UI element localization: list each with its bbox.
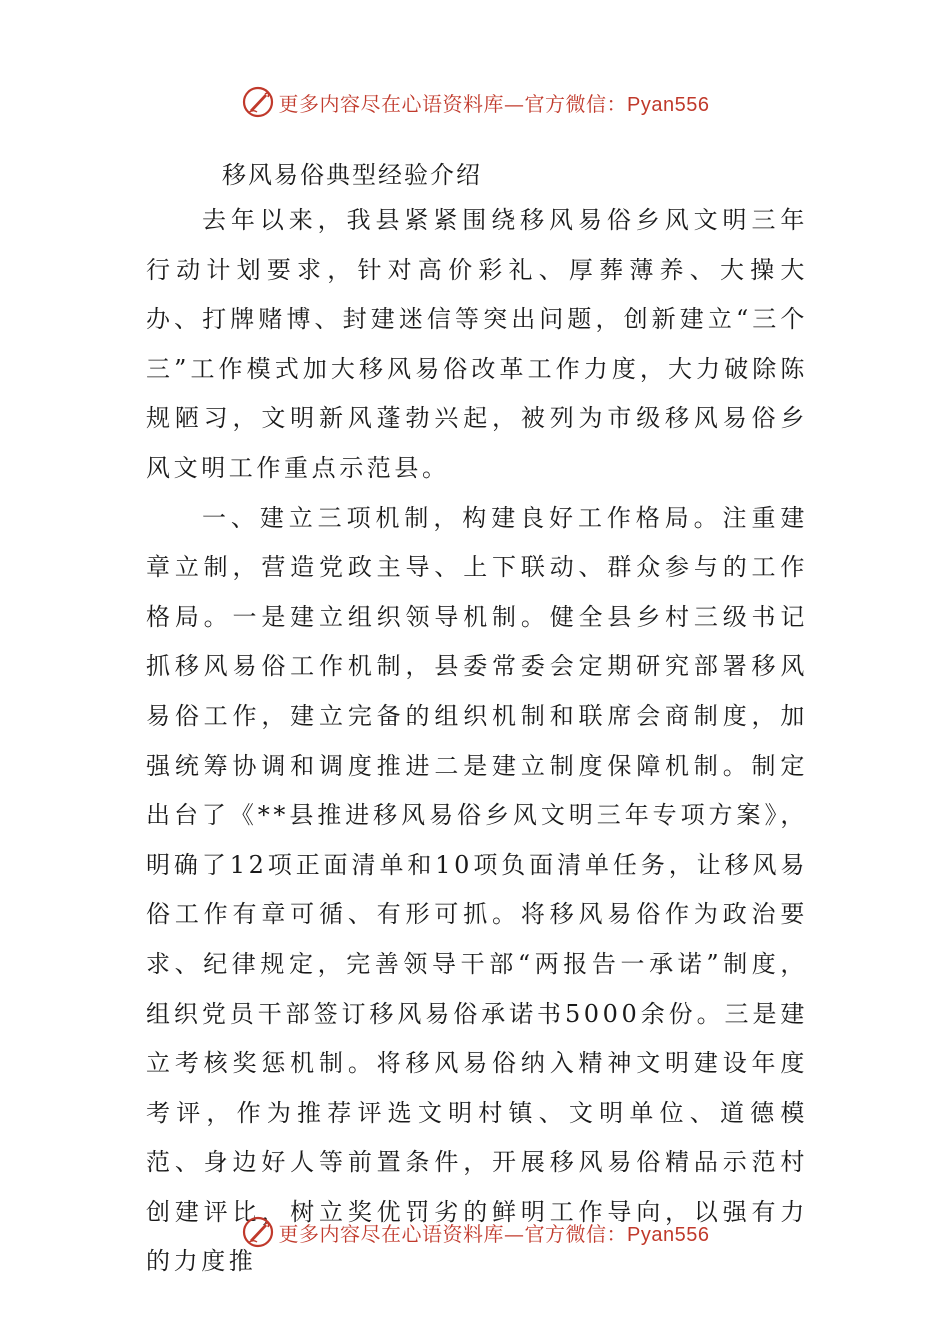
watermark-sub: —官方微信： [504,1221,628,1246]
watermark-id: Pyan556 [627,1223,710,1246]
watermark-sub: —官方微信： [504,91,628,116]
watermark-main: 更多内容尽在心语资料库 [278,91,505,116]
document-body [146,196,808,1287]
watermark-banner-bottom [0,1212,950,1252]
paragraph-intro: 去年以来，我县紧紧围绕移风易俗乡风文明三年行动计划要求，针对高价彩礼、厚葬薄养、大操大办、打牌赌博、封建迷信等突出问题，创新建立“三个三”工作模式加大移风易俗改革工作力度，大力破除陈规陋习，文明新风蓬勃兴起，被列为市级移风易俗乡风文明工作重点示范县。 [146,206,808,482]
paragraph-section-one: 一、建立三项机制，构建良好工作格局。注重建章立制，营造党政主导、上下联动、群众参与的工作格局。一是建立组织领导机制。健全县乡村三级书记抓移风易俗工作机制，县委常委会定期研究部署移风易俗工作，建立完备的组织机制和联席会商制度，加强统筹协调和调度推进二是建立制度保障机制。制定出台了《**县推进移风易俗乡风文明三年专项方案》，明确了12项正面清单和10项负面清单任务，让移风易俗工作有章可循、有形可抓。将移风易俗作为政治要求、纪律规定，完善领导干部“两报告一承诺”制度，组织党员干部签订移风易俗承诺书5000余份。三是建立考核奖惩机制。将移风易俗纳入精神文明建设年度考评，作为推荐评选文明村镇、文明单位、道德模范、身边好人等前置条件，开展移风易俗精品示范村创建评比，树立奖优罚劣的鲜明工作导向，以强有力的力度推 [146,503,808,1276]
watermark-banner-top [0,82,950,122]
watermark-id: Pyan556 [627,93,710,116]
document-title: 移风易俗典型经验介绍 [222,161,482,189]
quill-logo-icon [241,85,275,119]
watermark-main: 更多内容尽在心语资料库 [278,1221,505,1246]
watermark-text [279,1218,710,1247]
watermark-text [279,88,710,117]
quill-logo-icon [241,1215,275,1249]
